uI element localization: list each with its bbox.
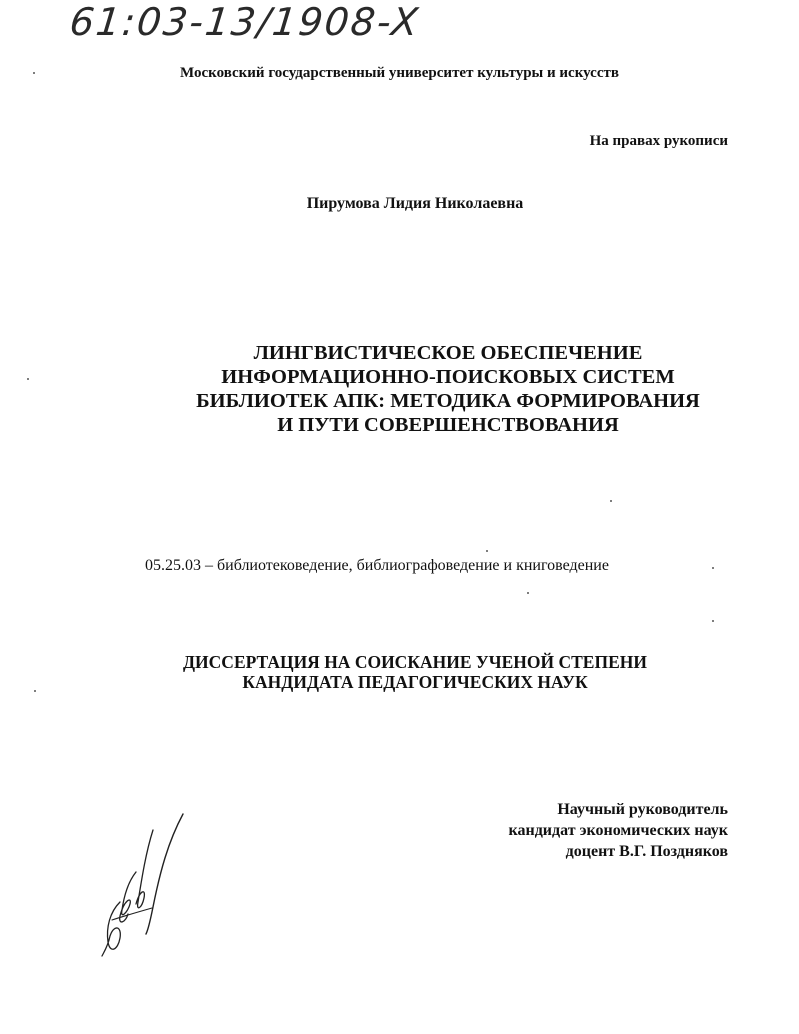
scan-speck — [527, 592, 529, 594]
scan-speck — [33, 72, 35, 74]
degree-statement — [0, 652, 799, 692]
handwritten-signature — [98, 812, 198, 962]
degree-line: ДИССЕРТАЦИЯ НА СОИСКАНИЕ УЧЕНОЙ СТЕПЕНИ — [183, 652, 647, 672]
scan-speck — [486, 550, 488, 552]
scan-speck — [34, 690, 36, 692]
supervisor-line: доцент В.Г. Поздняков — [565, 843, 728, 860]
supervisor-block — [509, 799, 728, 862]
supervisor-line: кандидат экономических наук — [508, 822, 728, 839]
specialty-code: 05.25.03 – библиотековедение, библиографоведение и книговедение — [145, 557, 609, 574]
scan-speck — [712, 567, 714, 569]
title-line: ЛИНГВИСТИЧЕСКОЕ ОБЕСПЕЧЕНИЕ — [253, 342, 643, 364]
title-line: И ПУТИ СОВЕРШЕНСТВОВАНИЯ — [277, 414, 619, 436]
university-name: Московский государственный университет культуры и искусств — [180, 65, 619, 81]
scan-speck — [712, 620, 714, 622]
author-name: Пирумова Лидия Николаевна — [306, 195, 524, 212]
archive-code-handwritten: 61:03-13/1908-X — [67, 0, 422, 44]
scan-speck — [610, 500, 612, 502]
title-line: ИНФОРМАЦИОННО-ПОИСКОВЫХ СИСТЕМ — [221, 366, 675, 388]
scan-speck — [27, 378, 29, 380]
manuscript-note: На правах рукописи — [589, 133, 728, 149]
degree-line: КАНДИДАТА ПЕДАГОГИЧЕСКИХ НАУК — [242, 672, 588, 692]
supervisor-line: Научный руководитель — [557, 801, 728, 818]
title-line: БИБЛИОТЕК АПК: МЕТОДИКА ФОРМИРОВАНИЯ — [196, 390, 700, 412]
dissertation-title — [0, 341, 799, 437]
